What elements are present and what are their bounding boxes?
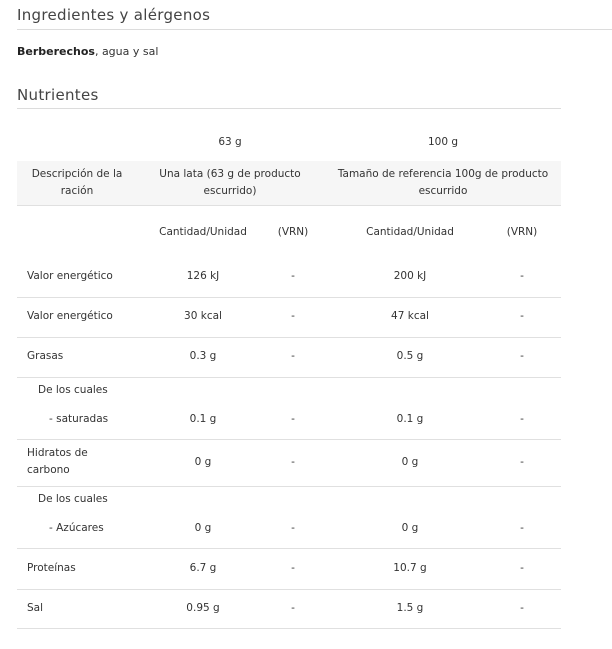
row-label: Hidratos de carbono xyxy=(27,447,88,476)
cell-vrn-b: - xyxy=(520,562,524,574)
row-divider xyxy=(17,439,561,440)
portion-b-header: Tamaño de referencia 100g de producto escurrido xyxy=(337,168,549,197)
ingredients-main: Berberechos xyxy=(17,45,95,58)
row-divider xyxy=(17,589,561,590)
ingredients-heading: Ingredientes y alérgenos xyxy=(17,6,612,30)
cell-vrn-b: - xyxy=(520,270,524,282)
cell-value-a: 0.3 g xyxy=(189,350,217,362)
row-label: Proteínas xyxy=(27,562,76,574)
vrn-header-a: (VRN) xyxy=(277,226,309,238)
cell-vrn-a: - xyxy=(291,602,295,614)
qty-header-b: Cantidad/Unidad xyxy=(366,226,454,238)
nutrients-heading: Nutrientes xyxy=(17,86,561,109)
cell-value-a: 0 g xyxy=(194,522,212,534)
row-divider xyxy=(17,628,561,629)
row-label: Grasas xyxy=(27,350,64,362)
qty-header-a: Cantidad/Unidad xyxy=(159,226,247,238)
cell-vrn-a: - xyxy=(291,310,295,322)
vrn-header-b: (VRN) xyxy=(506,226,538,238)
row-divider xyxy=(17,377,561,378)
row-label: De los cuales xyxy=(38,384,108,396)
cell-value-b: 0.1 g xyxy=(396,413,424,425)
cell-value-b: 0 g xyxy=(401,456,419,468)
cell-value-b: 47 kcal xyxy=(391,310,429,322)
cell-value-b: 200 kJ xyxy=(393,270,427,282)
portion-a-header: Una lata (63 g de producto escurrido) xyxy=(159,168,301,197)
ingredients-text xyxy=(17,45,158,58)
cell-vrn-b: - xyxy=(520,310,524,322)
row-label: De los cuales xyxy=(38,493,108,505)
cell-vrn-b: - xyxy=(520,602,524,614)
cell-value-a: 30 kcal xyxy=(184,310,222,322)
cell-vrn-a: - xyxy=(291,562,295,574)
cell-value-b: 0 g xyxy=(401,522,419,534)
cell-vrn-a: - xyxy=(291,522,295,534)
ingredients-rest: , agua y sal xyxy=(94,45,159,58)
description-header: Descripción de la ración xyxy=(31,168,123,197)
cell-value-b: 1.5 g xyxy=(396,602,424,614)
row-divider xyxy=(17,297,561,298)
cell-vrn-b: - xyxy=(520,413,524,425)
row-divider xyxy=(17,486,561,487)
cell-value-a: 0.95 g xyxy=(186,602,220,614)
row-label: Sal xyxy=(27,602,44,614)
cell-vrn-a: - xyxy=(291,456,295,468)
cell-vrn-a: - xyxy=(291,350,295,362)
cell-value-a: 0.1 g xyxy=(189,413,217,425)
portion-b-label: 100 g xyxy=(427,136,459,148)
row-sublabel: - saturadas xyxy=(49,413,109,425)
row-divider xyxy=(17,548,561,549)
cell-value-a: 0 g xyxy=(194,456,212,468)
cell-vrn-b: - xyxy=(520,456,524,468)
cell-vrn-a: - xyxy=(291,270,295,282)
cell-value-b: 0.5 g xyxy=(396,350,424,362)
row-label: Valor energético xyxy=(27,270,113,282)
portion-a-label: 63 g xyxy=(218,136,242,148)
cell-value-b: 10.7 g xyxy=(393,562,427,574)
row-divider xyxy=(17,337,561,338)
cell-value-a: 126 kJ xyxy=(186,270,220,282)
row-label: Valor energético xyxy=(27,310,113,322)
cell-value-a: 6.7 g xyxy=(189,562,217,574)
cell-vrn-a: - xyxy=(291,413,295,425)
cell-vrn-b: - xyxy=(520,522,524,534)
row-sublabel: - Azúcares xyxy=(49,522,104,534)
cell-vrn-b: - xyxy=(520,350,524,362)
